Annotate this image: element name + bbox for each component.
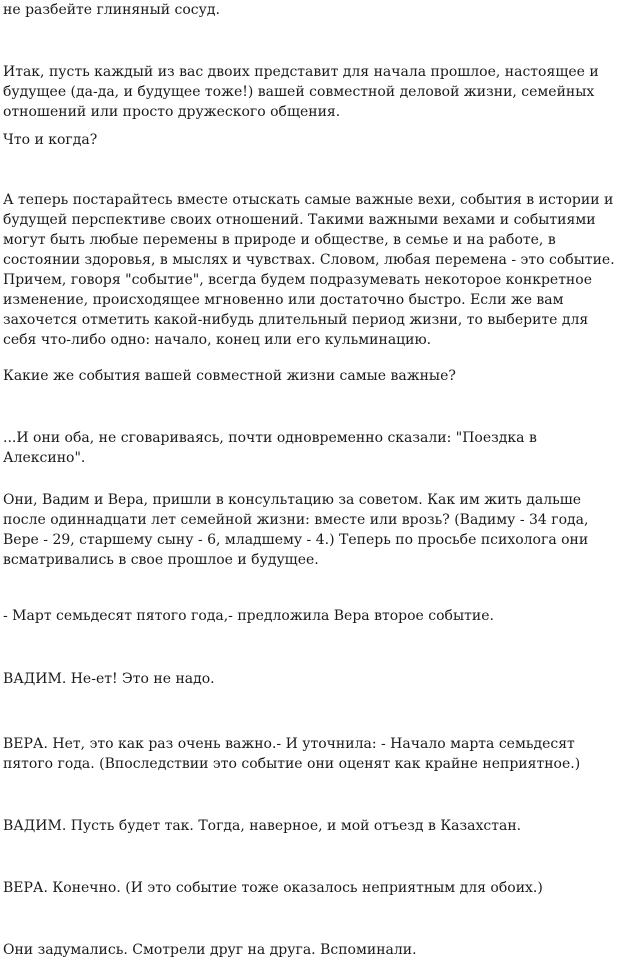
paragraph-text: ВЕРА. Конечно. (И это событие тоже оказалось неприятным для обоих.) bbox=[3, 880, 543, 896]
paragraph-text: ВАДИМ. Пусть будет так. Тогда, наверное, и мой отъезд в Казахстан. bbox=[3, 818, 522, 834]
paragraph-text: не разбейте глиняный сосуд. bbox=[3, 2, 220, 18]
paragraph-text: Они задумались. Смотрели друг на друга. Вспоминали. bbox=[3, 942, 417, 958]
paragraph-text: А теперь постарайтесь вместе отыскать самые важные вехи, события в истории и будущей перспективе своих отношений. Такими важными вехами и событиями могут быть любые перемены в природе и обществе, в семье и на работе, в состоянии здоровья, в мыслях и чувствах. Словом, любая перемена - это событие. Причем, говоря "событие", всегда будем подразумевать некоторое конкретное изменение, происходящее мгновенно или достаточно быстро. Если же вам захочется отметить какой-нибудь длительный период жизни, то выберите для себя что-либо одно: начало, конец или его кульминацию. bbox=[3, 192, 615, 348]
paragraph-text: ВЕРА. Нет, это как раз очень важно.- И уточнила: - Начало марта семьдесят пятого года. (Впоследствии это событие они оценят как крайне неприятное.) bbox=[3, 736, 581, 772]
paragraph-text: Итак, пусть каждый из вас двоих представит для начала прошлое, настоящее и будущее (да-да, и будущее тоже!) вашей совместной деловой жизни, семейных отношений или просто дружеского общения. bbox=[3, 64, 599, 120]
paragraph-text: Что и когда? bbox=[3, 132, 98, 148]
paragraph-text: ВАДИМ. Не-ет! Это не надо. bbox=[3, 671, 215, 687]
paragraph-text: Какие же события вашей совместной жизни самые важные? bbox=[3, 368, 456, 384]
paragraph-text: - Март семьдесят пятого года,- предложила Вера второе событие. bbox=[3, 608, 494, 624]
paragraph-text: Они, Вадим и Вера, пришли в консультацию за советом. Как им жить дальше после одиннадцати лет семейной жизни: вместе или врозь? (Вадиму - 34 года, Вере - 29, старшему сыну - 6, младшему - 4.) Теперь по просьбе психолога они всматривались в свое прошлое и будущее. bbox=[3, 492, 589, 568]
paragraph-text: ...И они оба, не сговариваясь, почти одновременно сказали: "Поездка в Алексино". bbox=[3, 430, 537, 466]
